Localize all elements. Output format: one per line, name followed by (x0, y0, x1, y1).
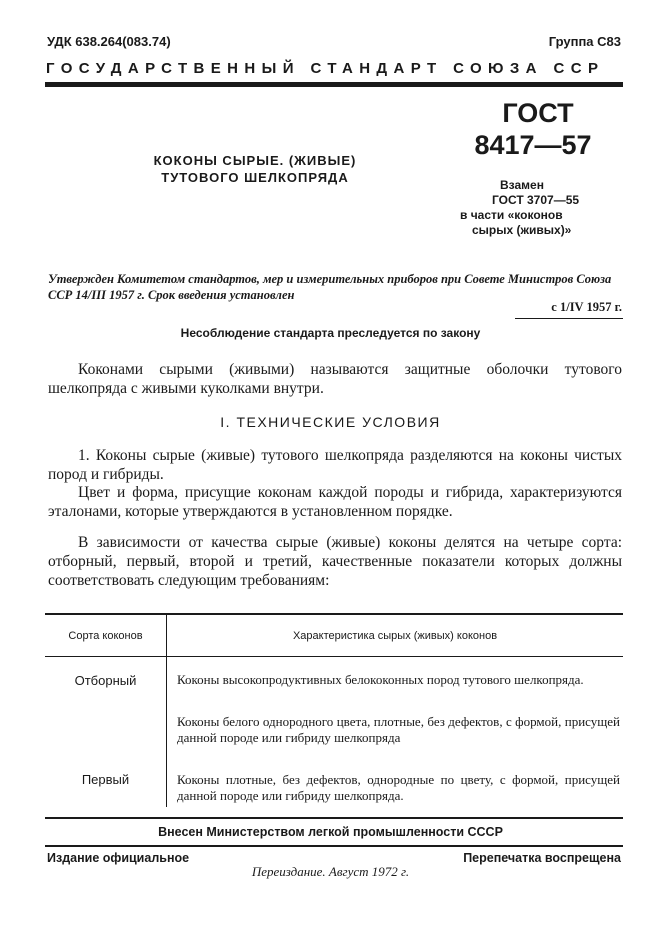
udk-code: УДК 638.264(083.74) (47, 34, 171, 49)
table-row-description: Коконы белого однородного цвета, плотные, без дефектов, с формой, присущей данной породе или гибриду шелкопряда (177, 714, 620, 745)
state-standard-banner: ГОСУДАРСТВЕННЫЙ СТАНДАРТ СОЮЗА ССР (46, 60, 605, 77)
table-column-divider (166, 615, 167, 807)
approval-text: Утвержден Комитетом стандартов, мер и измерительных приборов при Совете Министров Союза ССР 14/III 1957 г. Срок введения установлен (48, 272, 612, 302)
replaces-line-1: Взамен (500, 178, 544, 192)
law-notice: Несоблюдение стандарта преследуется по закону (180, 326, 481, 340)
table-row-description: Коконы высокопродуктивных белококонных пород тутового шелкопряда. (177, 672, 584, 687)
gost-label: ГОСТ (502, 98, 574, 128)
color-form-paragraph: Цвет и форма, присущие коконам каждой породы и гибрида, характеризуются эталонами, которые утверждаются в установленном порядке. (48, 484, 622, 520)
table-header-characteristics: Характеристика сырых (живых) коконов (292, 630, 498, 642)
table-top-rule (45, 613, 623, 615)
table-row-grade: Первый (81, 772, 130, 787)
intro-paragraph: Коконами сырыми (живыми) называются защитные оболочки тутового шелкопряда с живыми куколками внутри. (48, 361, 622, 397)
effective-date: с 1/IV 1957 г. (551, 300, 622, 314)
document-title (130, 152, 380, 186)
title-line-2: ТУТОВОГО ШЕЛКОПРЯДА (161, 170, 349, 185)
grades-paragraph: В зависимости от качества сырые (живые) коконы делятся на четыре сорта: отборный, первый, второй и третий, качественные показатели которых должны соответствовать следующим требованиям: (48, 534, 622, 589)
group-code: Группа С83 (548, 34, 621, 49)
footer-rule-bottom (45, 845, 623, 847)
item-1-paragraph: 1. Коконы сырые (живые) тутового шелкопряда разделяются на коконы чистых пород и гибриды. (48, 447, 622, 483)
replaces-line-4: сырых (живых)» (472, 223, 572, 237)
title-line-1: КОКОНЫ СЫРЫЕ. (ЖИВЫЕ) (153, 153, 357, 168)
reissue-note: Переиздание. Август 1972 г. (251, 864, 410, 879)
header-divider (45, 82, 623, 87)
section-heading: I. ТЕХНИЧЕСКИЕ УСЛОВИЯ (220, 414, 441, 430)
introduced-by: Внесен Министерством легкой промышленности СССР (158, 825, 503, 839)
replaces-line-3: в части «коконов (460, 208, 563, 222)
official-edition-label: Издание официальное (47, 851, 190, 865)
table-header-rule (45, 656, 623, 657)
table-row-description: Коконы плотные, без дефектов, однородные по цвету, с формой, присущей данной породе или гибриду шелкопряда. (177, 772, 620, 803)
replaces-note (440, 178, 610, 238)
table-row-grade: Отборный (74, 673, 137, 688)
footer-rule-top (45, 817, 623, 819)
gost-number: 8417—57 (474, 130, 592, 160)
no-reprint-label: Перепечатка воспрещена (463, 851, 621, 865)
replaces-line-2: ГОСТ 3707—55 (492, 193, 580, 207)
table-header-grades: Сорта коконов (68, 630, 143, 642)
effective-date-underline (515, 318, 623, 319)
